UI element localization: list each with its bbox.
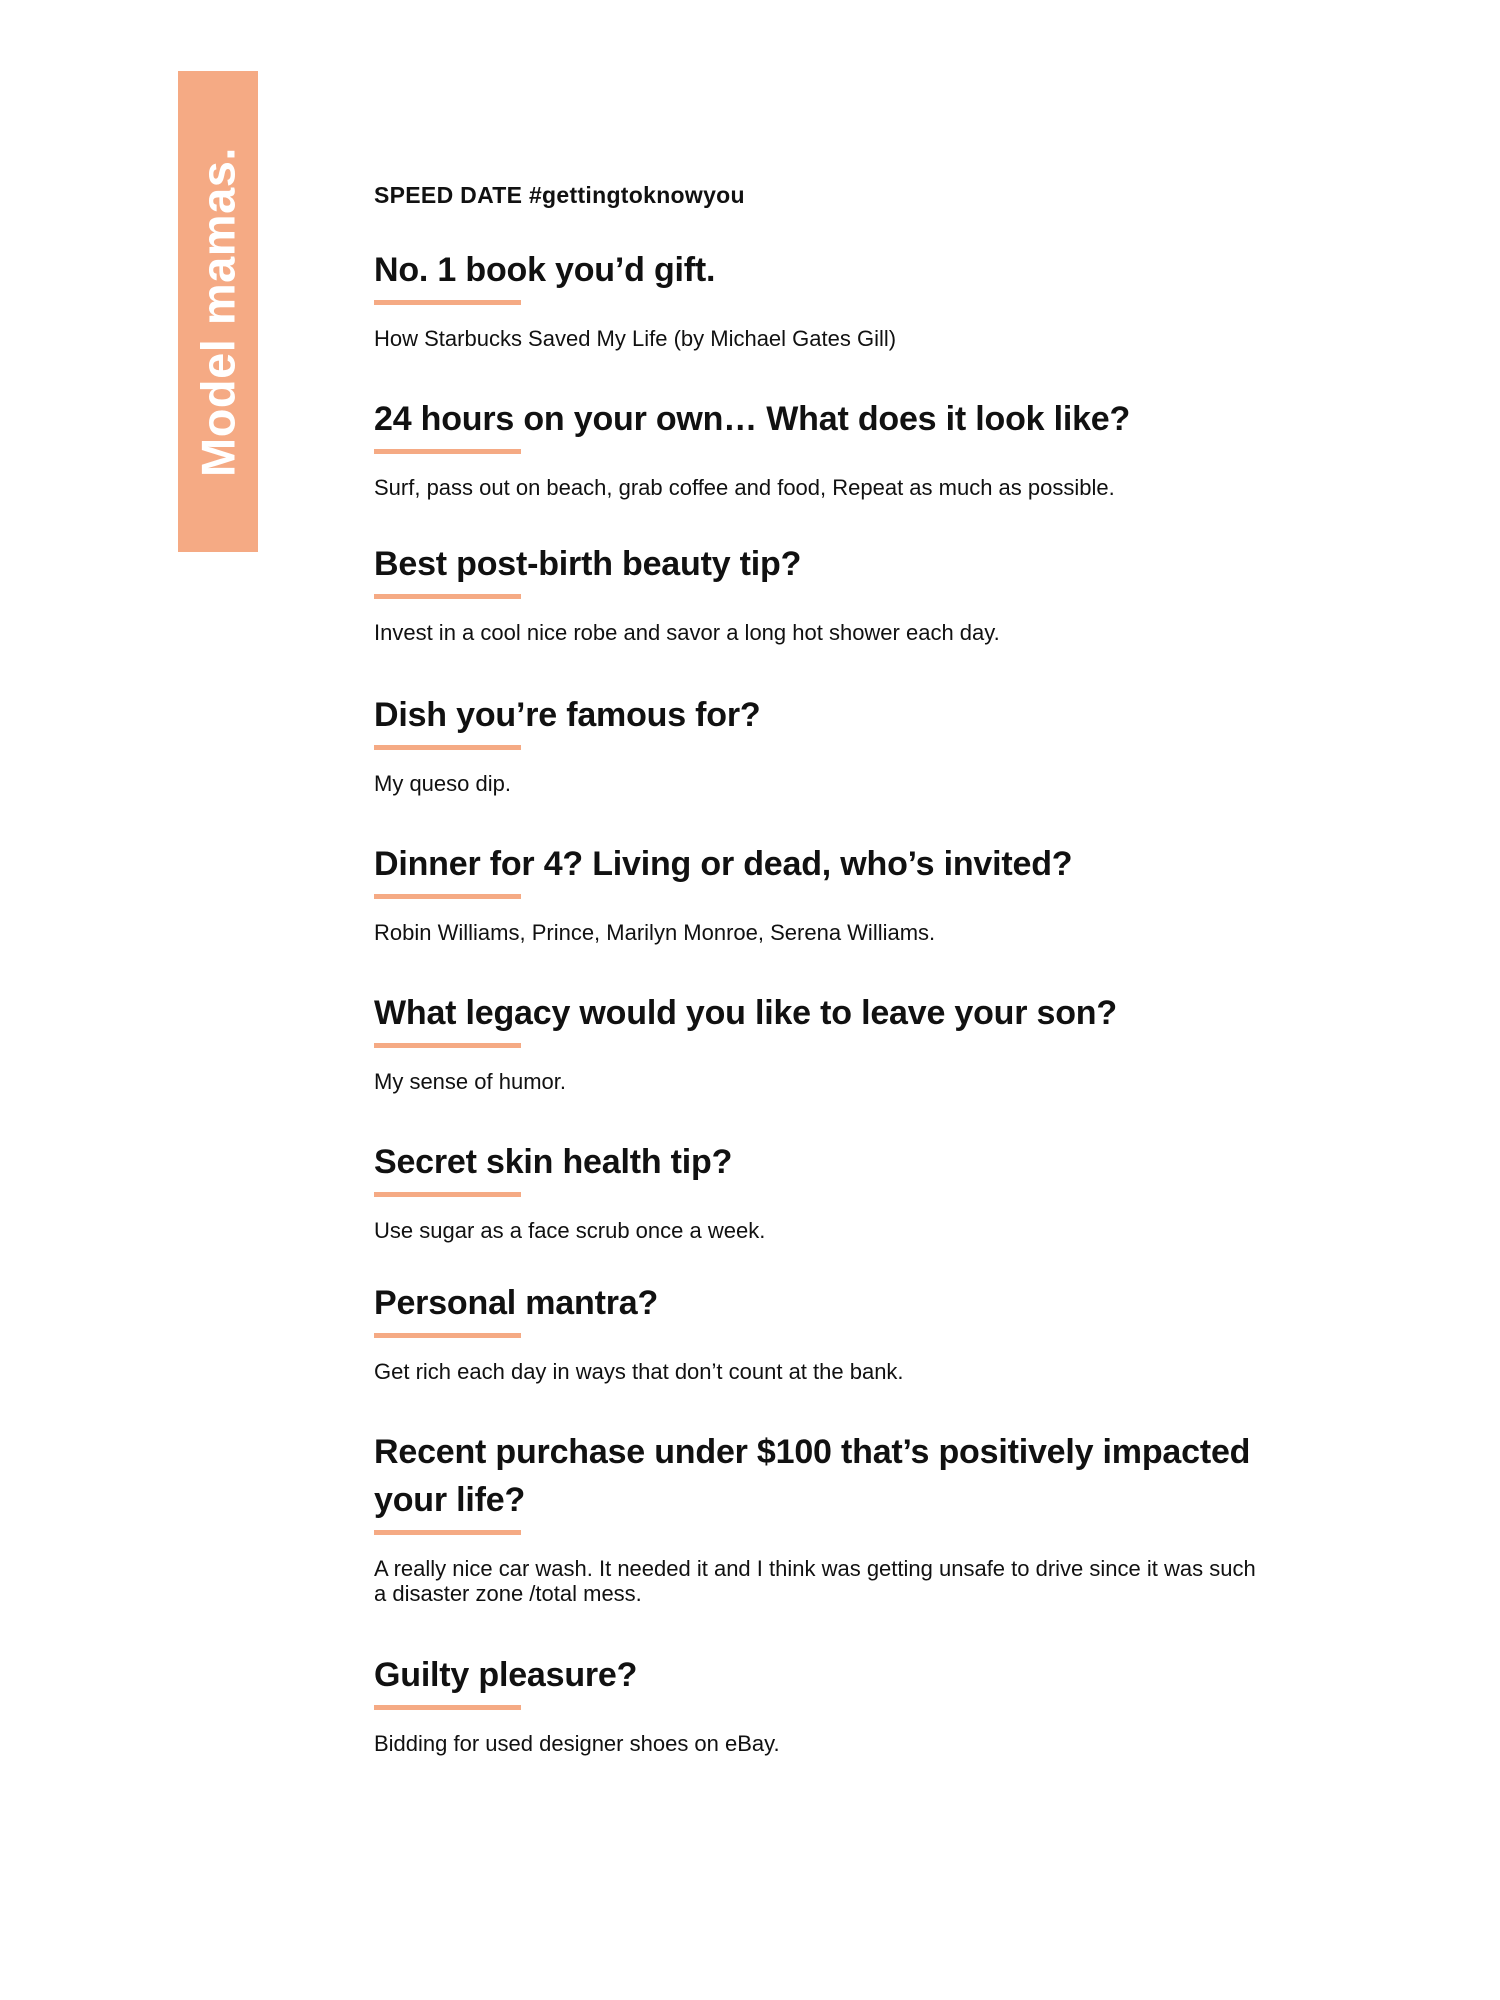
accent-rule [374,1705,521,1710]
accent-rule [374,1192,521,1197]
accent-rule [374,894,521,899]
qa-question: Dish you’re famous for? [374,696,761,734]
qa-question: Personal mantra? [374,1284,659,1322]
accent-rule [374,449,521,454]
accent-rule [374,1043,521,1048]
qa-question: What legacy would you like to leave your son? [374,994,1117,1032]
qa-question: 24 hours on your own… What does it look like? [374,400,1131,438]
qa-item [374,840,1274,945]
qa-item [374,1138,1274,1243]
qa-item [374,989,1274,1094]
side-tab [178,71,258,552]
qa-answer: How Starbucks Saved My Life (by Michael Gates Gill) [374,326,897,351]
qa-question: Recent purchase under $100 that’s positively impacted your life? [374,1433,1251,1519]
accent-rule [374,594,521,599]
qa-answer: Robin Williams, Prince, Marilyn Monroe, Serena Williams. [374,920,936,945]
qa-question: No. 1 book you’d gift. [374,251,716,289]
qa-item [374,691,1274,796]
qa-answer: My queso dip. [374,771,511,796]
qa-answer: A really nice car wash. It needed it and I think was getting unsafe to drive since it was such a disaster zone /total mess. [374,1556,1256,1606]
qa-answer: Use sugar as a face scrub once a week. [374,1218,766,1243]
accent-rule [374,745,521,750]
qa-answer: Get rich each day in ways that don’t count at the bank. [374,1359,904,1384]
qa-answer: My sense of humor. [374,1069,566,1094]
accent-rule [374,1333,521,1338]
qa-item [374,1651,1274,1756]
qa-item [374,395,1274,500]
qa-item [374,246,1274,351]
accent-rule [374,1530,521,1535]
qa-question: Best post-birth beauty tip? [374,545,802,583]
qa-answer: Surf, pass out on beach, grab coffee and food, Repeat as much as possible. [374,475,1115,500]
side-tab-label: Model mamas. [191,146,245,477]
qa-answer: Bidding for used designer shoes on eBay. [374,1731,780,1756]
section-kicker: SPEED DATE #gettingtoknowyou [374,182,745,208]
qa-question: Secret skin health tip? [374,1143,733,1181]
qa-answer: Invest in a cool nice robe and savor a long hot shower each day. [374,620,1000,645]
qa-item [374,1279,1274,1384]
qa-question: Guilty pleasure? [374,1656,638,1694]
qa-section [374,178,1274,1756]
qa-question: Dinner for 4? Living or dead, who’s invited? [374,845,1073,883]
qa-item [374,540,1274,645]
accent-rule [374,300,521,305]
qa-item [374,1428,1274,1606]
